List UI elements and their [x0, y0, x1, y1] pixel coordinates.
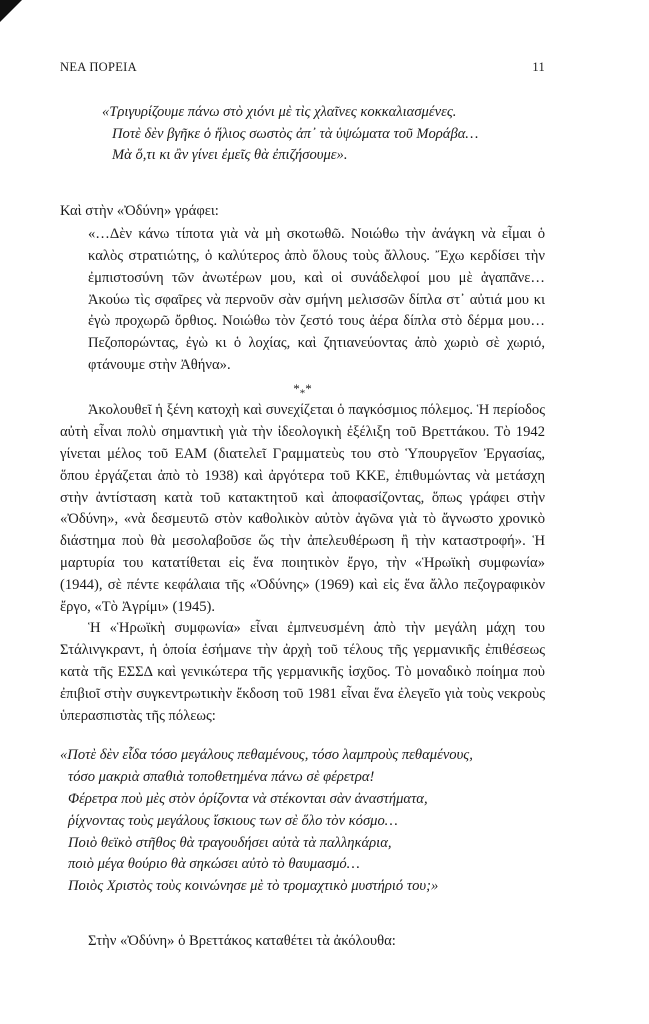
- page-body: [60, 102, 545, 953]
- poem-excerpt-elegy: [60, 745, 545, 898]
- poem-line: Ποιὸ θεϊκὸ στῆθος θὰ τραγουδήσει αὐτὰ τὰ παλληκάρια,: [68, 834, 392, 851]
- poem-line: Ποτὲ δὲν βγῆκε ὁ ἥλιος σωστὸς ἀπ᾽ τὰ ὑψώματα τοῦ Μοράβα…: [112, 125, 479, 142]
- poem-line: τόσο μακριὰ σπαθιὰ τοποθετημένα πάνω σὲ φέρετρα!: [68, 769, 375, 786]
- page-number: 11: [532, 60, 545, 74]
- poem-line: Φέρετρα ποὺ μὲς στὸν ὁρίζοντα νὰ στέκονται σὰν ἀναστήματα,: [68, 791, 428, 808]
- poem-line: «Ποτὲ δὲν εἶδα τόσο μεγάλους πεθαμένους, τόσο λαμπροὺς πεθαμένους,: [60, 747, 473, 764]
- closing-line: Στὴν «Ὀδύνη» ὁ Βρεττάκος καταθέτει τὰ ἀκόλουθα:: [88, 933, 396, 949]
- running-title: ΝΕΑ ΠΟΡΕΙΑ: [60, 60, 137, 74]
- poem-line: ῥίχνοντας τοὺς μεγάλους ἴσκιους των σὲ ὅλο τὸν κόσμο…: [68, 812, 398, 829]
- poem-line: Μὰ ὅ,τι κι ἂν γίνει ἐμεῖς θὰ ἐπιζήσουμε».: [112, 147, 348, 163]
- poem-line: «Τριγυρίζουμε πάνω στὸ χιόνι μὲ τὶς χλαῖνες κοκκαλιασμένες.: [102, 104, 457, 120]
- body-paragraph-occupation: Ἀκολουθεῖ ἡ ξένη κατοχὴ καὶ συνεχίζεται ὁ παγκόσμιος πόλεμος. Ἡ περίοδος αὐτὴ εἶναι πολὺ σημαντικὴ γιὰ τὴν ἰδεολογικὴ ἐξέλιξη τοῦ Βρεττάκου. Τὸ 1942 γίνεται μέλος τοῦ ΕΑΜ (διατελεῖ Γραμματεὺς του στὸ Ὑπουργεῖον Ἐργασίας, ὅπου ἐργάζεται ἀπὸ τὸ 1938) καὶ ἀργότερα τοῦ ΚΚΕ, ἐπιθυμώντας νὰ μετάσχη στὴν ἀντίσταση κατὰ τοῦ κατακτητοῦ καὶ ἀποφασίζοντας, ὅπως γράφει στὴν «Ὀδύνη», «νὰ δεσμευτῶ στὸν καθολικὸν αὐτὸν ἀγῶνα γιὰ τὸ ἄγνωστο χρονικὸ διάστημα ποὺ θὰ μεσολαβοῦσε ὥς τὴν ἀπελευθέρωση ἢ τὴν καταστροφή». Ἡ μαρτυρία του κατατίθεται εἰς ἕνα ποιητικὸν ἔργο, τὴν «Ἡρωϊκὴ συμφωνία» (1944), σὲ πέντε κεφάλαια τῆς «Ὀδύνης» (1969) καὶ εἰς ἕνα ἄλλο πεζογραφικὸν ἔργο, «Τὸ Ἀγρίμι» (1945).: [60, 402, 545, 615]
- page-header: [60, 60, 545, 75]
- scan-corner-mark: [0, 0, 22, 22]
- body-paragraph-heroic-symphony: Ἡ «Ἡρωϊκὴ συμφωνία» εἶναι ἐμπνευσμένη ἀπὸ τὴν μεγάλη μάχη του Στάλινγκραντ, ἡ ὁποία ἐσήμανε τὴν ἀρχὴ τοῦ τέλους τῆς γερμανικῆς ἐπιθέσεως κατὰ τῆς ΕΣΣΔ καὶ γενικώτερα τῆς γερμανικῆς ἰσχῦος. Τὸ μοναδικὸ ποίημα ποὺ ἐπιβιοῖ στὴν συγκεντρωτικὴν ἔκδοση τοῦ 1981 εἶναι ἕνα ἐλεγεῖο γιὰ τοὺς νεκροὺς ὑπερασπιστὰς τῆς πόλεως:: [60, 620, 545, 724]
- section-separator: $*_**$: [293, 380, 312, 400]
- block-quote-odyni: «…Δὲν κάνω τίποτα γιὰ νὰ μὴ σκοτωθῶ. Νοιώθω τὴν ἀνάγκη νὰ εἶμαι ὁ καλὸς στρατιώτης, ὁ καλύτερος ἀπὸ ὅλους τοὺς ἄλλους. Ἔχω κερδίσει τὴν ἐμπιστοσύνη τῶν ἀνωτέρων μου, καὶ οἱ συνάδελφοί μου μὲ ἀγαπᾶνε… Ἀκούω τὶς σφαῖρες νὰ περνοῦν σὰν σμήνη μελισσῶν δίπλα στ᾽ αὐτιά μου κι ἐγὼ προχωρῶ ὄρθιος. Νοιώθω τὸν ζεστό τους ἀέρα δίπλα στὸ δέρμα μου… Πεζοπορώντας, ἐγὼ κι ὁ λοχίας, καὶ ζητιανεύοντας ἀπὸ χωριὸ σὲ χωριό, φτάνουμε στὴν Ἀθήνα».: [88, 226, 545, 374]
- poem-excerpt-snow: [102, 102, 545, 167]
- poem-line: Ποιὸς Χριστὸς τοὺς κοινώνησε μὲ τὸ τρομαχτικὸ μυστήριό του;»: [68, 878, 439, 895]
- poem-line: ποιὸ μέγα θούριο θὰ σηκώσει αὐτὸ τὸ θαυμασμό…: [68, 856, 360, 873]
- quote-intro: Καὶ στὴν «Ὀδύνη» γράφει:: [60, 202, 219, 219]
